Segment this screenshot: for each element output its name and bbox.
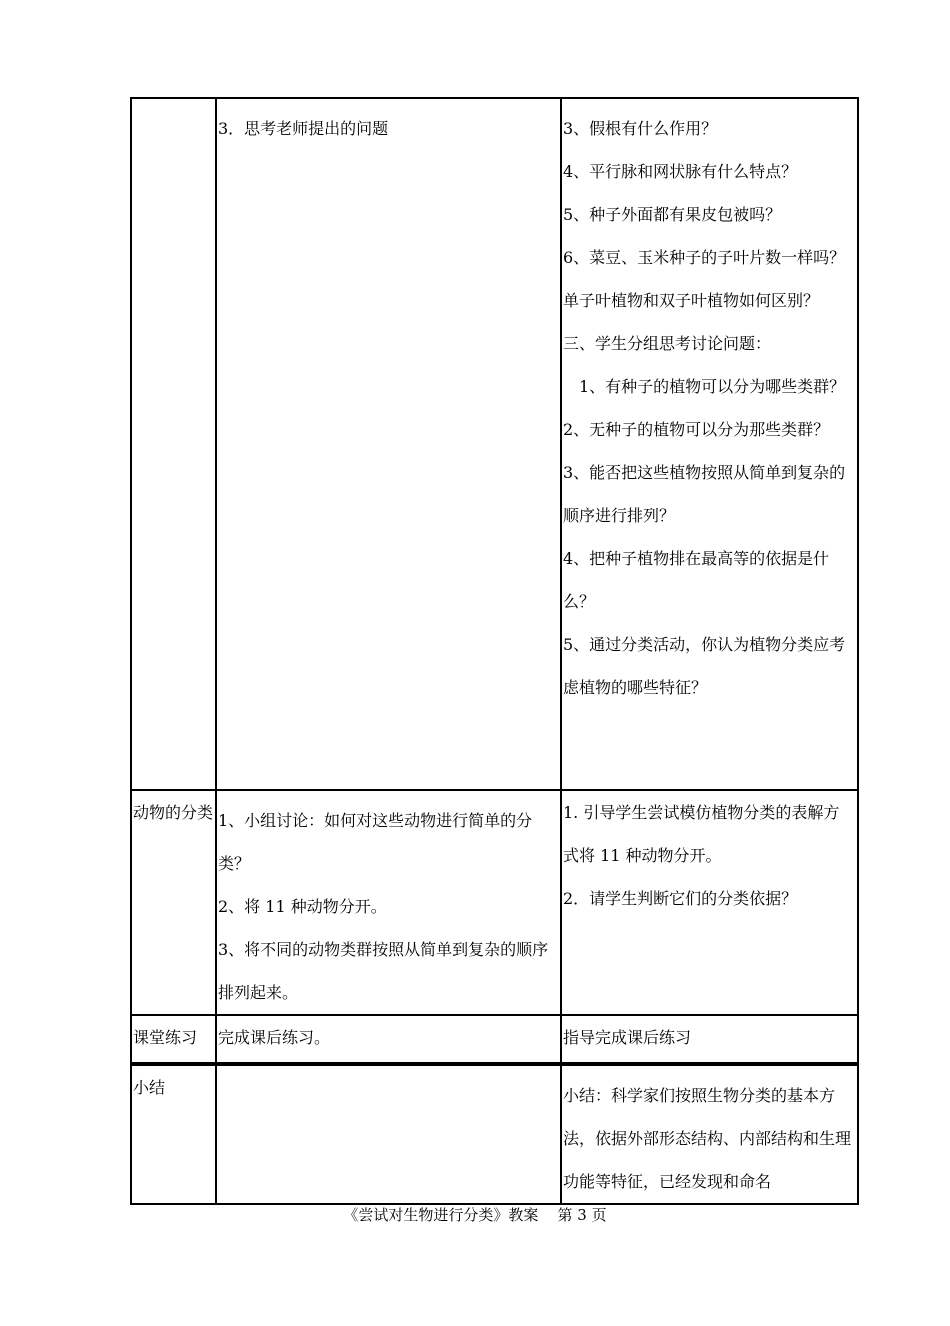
teacher-activity-cell xyxy=(561,1064,858,1204)
student-activity-cell: 完成课后练习。 xyxy=(216,1015,561,1064)
student-activity-cell xyxy=(216,1064,561,1204)
teacher-activity-line: 4、平行脉和网状脉有什么特点？ xyxy=(563,162,798,181)
student-activity-line: 3．思考老师提出的问题 xyxy=(218,119,389,138)
student-activity-cell xyxy=(216,98,561,790)
teacher-activity-line: 三、学生分组思考讨论问题： xyxy=(563,334,772,353)
teacher-activity-line: 5、种子外面都有果皮包被吗？ xyxy=(563,205,782,224)
teacher-activity-line: 1. 引导学生尝试模仿植物分类的表解方式将 11 种动物分开。 xyxy=(563,803,840,865)
student-activity-cell xyxy=(216,790,561,1015)
teacher-activity-line: 1、有种子的植物可以分为哪些类群？ xyxy=(563,377,846,396)
teacher-activity-line: 5、通过分类活动，你认为植物分类应考虑植物的哪些特征？ xyxy=(563,635,846,697)
footer-page-number: 第 3 页 xyxy=(557,1206,607,1224)
teacher-activity-cell xyxy=(561,790,858,1015)
row-label-cell: 课堂练习 xyxy=(131,1015,216,1064)
teacher-activity-line: 2、无种子的植物可以分为那些类群？ xyxy=(563,420,830,439)
table-row-summary xyxy=(131,1064,858,1204)
student-activity-line: 2、将 11 种动物分开。 xyxy=(218,897,387,916)
student-activity-line: 1、小组讨论：如何对这些动物进行简单的分类？ xyxy=(218,811,533,873)
row-label-cell: 小结 xyxy=(131,1064,216,1204)
table-row-class-practice xyxy=(131,1015,858,1064)
footer-document-title: 《尝试对生物进行分类》教案 xyxy=(343,1206,539,1224)
row-label-cell: 动物的分类 xyxy=(131,790,216,1015)
table-row-animal-classification xyxy=(131,790,858,1015)
lesson-plan-table xyxy=(130,97,859,1205)
teacher-activity-line: 3、能否把这些植物按照从简单到复杂的顺序进行排列？ xyxy=(563,463,846,525)
teacher-activity-line: 2．请学生判断它们的分类依据？ xyxy=(563,889,798,908)
teacher-activity-line: 6、菜豆、玉米种子的子叶片数一样吗？单子叶植物和双子叶植物如何区别？ xyxy=(563,248,846,310)
student-activity-line: 3、将不同的动物类群按照从简单到复杂的顺序排列起来。 xyxy=(218,940,549,1002)
page-footer xyxy=(0,1203,950,1227)
teacher-activity-line: 3、假根有什么作用？ xyxy=(563,119,718,138)
teacher-activity-cell: 指导完成课后练习 xyxy=(561,1015,858,1064)
table-row-plants xyxy=(131,98,858,790)
teacher-activity-line: 4、把种子植物排在最高等的依据是什么？ xyxy=(563,549,830,611)
row-label-cell xyxy=(131,98,216,790)
teacher-activity-line: 小结：科学家们按照生物分类的基本方法，依据外部形态结构、内部结构和生理功能等特征，已经发现和命名 xyxy=(563,1086,852,1191)
teacher-activity-cell xyxy=(561,98,858,790)
